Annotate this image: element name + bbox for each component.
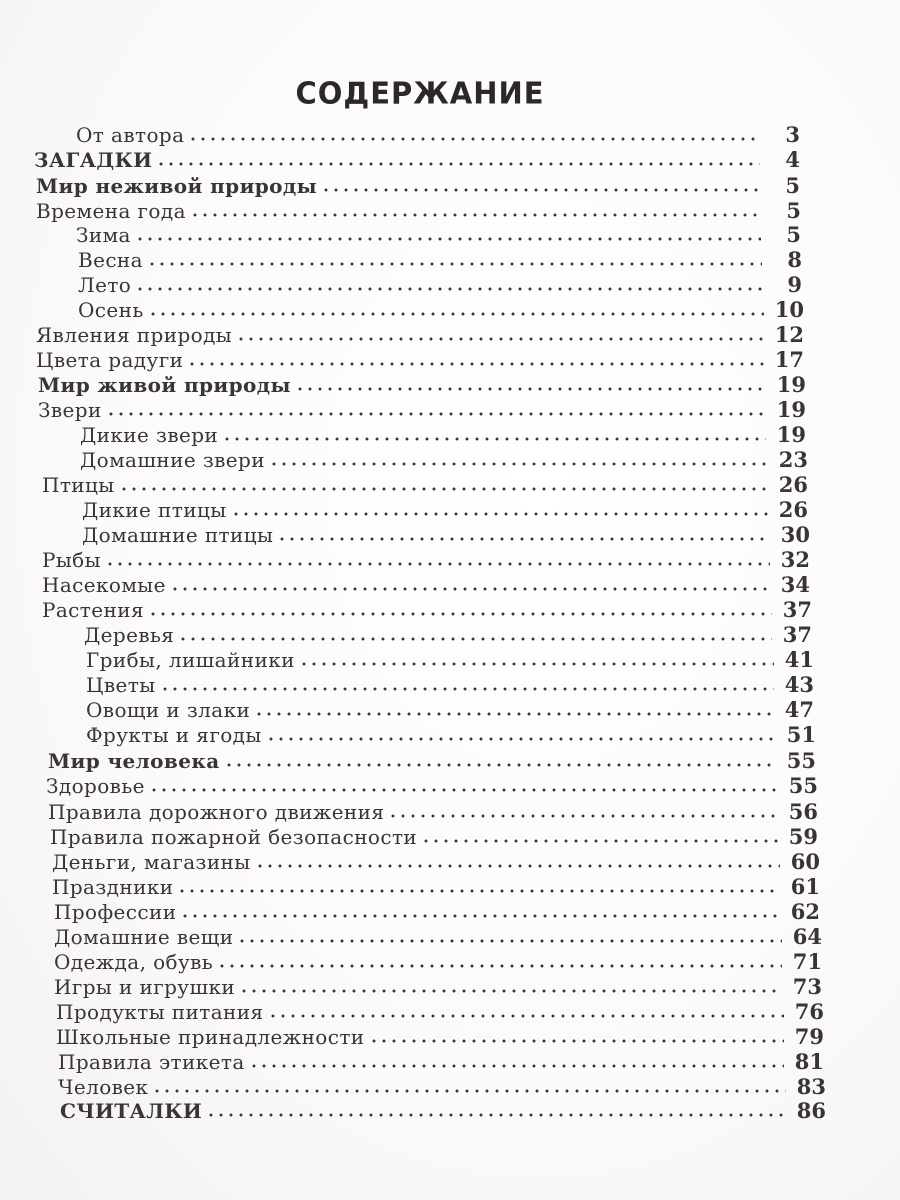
toc-entry-label: Школьные принадлежности <box>56 1025 365 1049</box>
toc-entry-page: 5 <box>786 198 801 223</box>
toc-entry-label: Грибы, лишайники <box>86 648 295 672</box>
toc-entry <box>86 697 814 723</box>
toc-entry-label: Игры и игрушки <box>54 975 236 999</box>
toc-entry-label: Цветы <box>86 673 156 697</box>
toc-entry-page: 5 <box>785 173 800 198</box>
toc-entry-label: Растения <box>42 598 144 622</box>
leader-dots <box>224 762 776 768</box>
toc-entry <box>78 297 804 323</box>
leader-dots <box>135 286 762 292</box>
toc-entry-page: 47 <box>784 697 814 722</box>
toc-entry-page: 62 <box>790 899 820 924</box>
leader-dots <box>160 686 774 692</box>
leader-dots <box>295 386 766 392</box>
toc-entry-page: 12 <box>774 322 804 347</box>
toc-entry-label: Человек <box>58 1075 149 1099</box>
toc-entry <box>52 874 820 900</box>
toc-entry <box>58 1049 824 1075</box>
toc-entry-page: 17 <box>774 347 804 372</box>
leader-dots <box>421 838 778 844</box>
leader-dots <box>277 536 770 542</box>
toc-entry <box>48 799 818 825</box>
toc-entry <box>60 1098 826 1124</box>
toc-entry-label: Весна <box>78 248 143 272</box>
leader-dots <box>149 787 778 793</box>
toc-entry-page: 43 <box>784 672 814 697</box>
toc-entry-label: Цвета радуги <box>36 348 184 372</box>
toc-entry-label: ЗАГАДКИ <box>34 148 153 172</box>
toc-entry-label: Профессии <box>54 900 177 924</box>
leader-dots <box>170 586 770 592</box>
toc-entry-label: Зима <box>76 223 131 247</box>
toc-entry-page: 32 <box>780 547 810 572</box>
leader-dots <box>239 988 782 994</box>
toc-entry-label: Домашние вещи <box>54 925 234 949</box>
leader-dots <box>388 813 778 819</box>
toc-entry-page: 26 <box>778 497 808 522</box>
toc-entry-label: От автора <box>76 123 185 147</box>
leader-dots <box>177 888 780 894</box>
toc-entry-label: Здоровье <box>46 774 145 798</box>
toc-entry-page: 34 <box>780 572 810 597</box>
toc-entry-page: 3 <box>785 122 800 147</box>
toc-entry-label: Домашние птицы <box>82 523 274 547</box>
leader-dots <box>268 1013 784 1019</box>
toc-entry-page: 23 <box>778 447 808 472</box>
toc-entry-page: 60 <box>790 849 820 874</box>
toc-entry-page: 81 <box>794 1049 824 1074</box>
leader-dots <box>156 161 760 167</box>
toc-entry <box>38 372 806 398</box>
leader-dots <box>187 361 764 367</box>
toc-entry <box>36 198 801 224</box>
page-title: СОДЕРЖАНИЕ <box>295 75 545 111</box>
toc-entry-label: Птицы <box>42 473 115 497</box>
toc-entry-page: 8 <box>787 247 802 272</box>
toc-entry-label: Времена года <box>36 199 186 223</box>
leader-dots <box>231 511 768 517</box>
toc-entry <box>86 672 814 698</box>
toc-entry <box>38 397 806 423</box>
leader-dots <box>135 236 761 242</box>
leader-dots <box>147 261 762 267</box>
toc-entry-label: Правила пожарной безопасности <box>50 825 418 849</box>
leader-dots <box>106 411 766 417</box>
toc-entry-label: Насекомые <box>42 573 166 597</box>
toc-entry <box>42 597 812 623</box>
toc-entry-label: Фрукты и ягоды <box>86 723 262 747</box>
toc-entry-label: Рыбы <box>42 548 101 572</box>
toc-entry <box>84 622 812 648</box>
leader-dots <box>190 212 761 218</box>
toc-entry <box>52 849 820 875</box>
leader-dots <box>188 136 760 142</box>
toc-entry-label: Правила дорожного движения <box>48 800 385 824</box>
toc-entry <box>54 924 822 950</box>
toc-entry-label: Одежда, обувь <box>54 950 214 974</box>
leader-dots <box>206 1112 786 1118</box>
toc-entry <box>58 1074 826 1100</box>
toc-entry-label: Домашние звери <box>80 448 265 472</box>
toc-entry-page: 37 <box>782 597 812 622</box>
toc-entry-label: Осень <box>78 298 144 322</box>
toc-entry-page: 19 <box>776 422 806 447</box>
toc-entry-page: 86 <box>796 1098 826 1123</box>
toc-entry <box>50 824 818 850</box>
toc-entry-page: 19 <box>776 372 806 397</box>
toc-entry <box>56 1024 824 1050</box>
leader-dots <box>254 711 774 717</box>
toc-entry <box>36 347 804 373</box>
toc-entry <box>36 322 804 348</box>
toc-entry-page: 64 <box>792 924 822 949</box>
leader-dots <box>255 863 780 869</box>
toc-entry-label: Овощи и злаки <box>86 698 251 722</box>
toc-entry-label: Мир неживой природы <box>36 174 318 198</box>
toc-entry <box>46 773 818 799</box>
leader-dots <box>321 187 760 193</box>
toc-entry-page: 5 <box>786 222 801 247</box>
toc-entry-page: 83 <box>796 1074 826 1099</box>
leader-dots <box>148 611 772 617</box>
leader-dots <box>119 486 768 492</box>
toc-entry-label: Деньги, магазины <box>52 850 251 874</box>
toc-entry <box>54 949 822 975</box>
toc-entry-page: 73 <box>792 974 822 999</box>
toc-entry-page: 55 <box>786 748 816 773</box>
toc-entry-label: Продукты питания <box>56 1000 264 1024</box>
toc-entry-page: 10 <box>774 297 804 322</box>
toc-entry <box>82 497 808 523</box>
toc-entry-page: 4 <box>785 147 800 172</box>
toc-entry-label: Явления природы <box>36 323 233 347</box>
leader-dots <box>178 636 772 642</box>
toc-entry <box>78 247 802 273</box>
toc-entry <box>76 122 800 148</box>
toc-entry-label: Дикие птицы <box>82 498 227 522</box>
toc-entry <box>76 222 801 248</box>
toc-entry <box>34 147 800 173</box>
toc-entry-page: 71 <box>792 949 822 974</box>
leader-dots <box>105 561 770 567</box>
toc-entry <box>42 547 810 573</box>
leader-dots <box>152 1088 786 1094</box>
toc-entry-page: 59 <box>788 824 818 849</box>
toc-entry-page: 19 <box>776 397 806 422</box>
toc-entry-page: 37 <box>782 622 812 647</box>
toc-entry <box>78 272 802 298</box>
toc-entry-label: Мир живой природы <box>38 373 291 397</box>
toc-entry <box>80 422 806 448</box>
leader-dots <box>222 436 766 442</box>
leader-dots <box>217 963 782 969</box>
toc-entry-label: Лето <box>78 273 132 297</box>
toc-entry-page: 9 <box>787 272 802 297</box>
leader-dots <box>299 661 774 667</box>
toc-entry-page: 76 <box>794 999 824 1024</box>
toc-entry <box>36 173 800 199</box>
toc-entry-label: СЧИТАЛКИ <box>60 1099 203 1123</box>
leader-dots <box>269 461 768 467</box>
toc-entry-page: 51 <box>786 722 816 747</box>
leader-dots <box>266 736 776 742</box>
leader-dots <box>236 336 764 342</box>
toc-entry-label: Мир человека <box>48 749 220 773</box>
leader-dots <box>180 913 780 919</box>
toc-entry <box>56 999 824 1025</box>
toc-entry-label: Праздники <box>52 875 174 899</box>
toc-entry-label: Дикие звери <box>80 423 219 447</box>
toc-entry-page: 61 <box>790 874 820 899</box>
leader-dots <box>249 1063 784 1069</box>
toc-entry-label: Правила этикета <box>58 1050 245 1074</box>
leader-dots <box>237 938 782 944</box>
toc-entry-page: 79 <box>794 1024 824 1049</box>
toc-entry-page: 26 <box>778 472 808 497</box>
toc-entry <box>48 748 816 774</box>
toc-entry <box>86 647 814 673</box>
toc-entry-page: 30 <box>780 522 810 547</box>
toc-entry <box>42 472 808 498</box>
leader-dots <box>369 1038 784 1044</box>
toc-entry <box>80 447 808 473</box>
leader-dots <box>148 311 764 317</box>
toc-entry <box>86 722 816 748</box>
toc-entry <box>54 974 822 1000</box>
toc-entry <box>42 572 810 598</box>
toc-entry-page: 55 <box>788 773 818 798</box>
toc-entry-page: 41 <box>784 647 814 672</box>
toc-entry <box>54 899 820 925</box>
toc-entry-label: Деревья <box>84 623 175 647</box>
toc-entry <box>82 522 810 548</box>
toc-entry-label: Звери <box>38 398 102 422</box>
toc-entry-page: 56 <box>788 799 818 824</box>
